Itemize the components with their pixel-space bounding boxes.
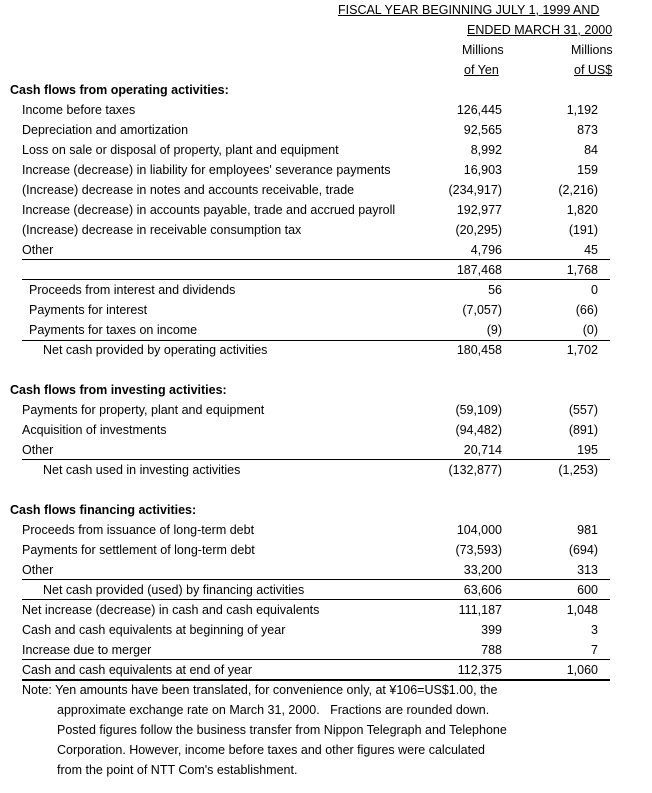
line-item-label: Loss on sale or disposal of property, plant and equipment: [22, 143, 339, 157]
line-item-label: Payments for property, plant and equipment: [22, 403, 265, 417]
yen-column-unit: of Yen: [464, 63, 499, 77]
rule: [22, 659, 610, 660]
rule: [22, 340, 610, 341]
line-item-label: Net cash provided by operating activities: [43, 343, 268, 357]
section-heading: Cash flows from investing activities:: [10, 383, 227, 397]
note-line: Posted figures follow the business transfer from Nippon Telegraph and Telephone: [57, 723, 507, 737]
usd-column-unit: of US$: [574, 63, 613, 77]
line-item-label: Cash and cash equivalents at end of year: [22, 663, 253, 677]
yen-amount: (132,877): [448, 463, 502, 477]
line-item-label: Increase (decrease) in liability for employees' severance payments: [22, 163, 391, 177]
usd-amount: 1,060: [566, 663, 598, 677]
usd-amount: (191): [568, 223, 598, 237]
usd-amount: (1,253): [558, 463, 598, 477]
line-item-label: (Increase) decrease in notes and accounts receivable, trade: [22, 183, 355, 197]
yen-amount: 192,977: [456, 203, 502, 217]
yen-amount: 33,200: [463, 563, 502, 577]
line-item-label: Proceeds from interest and dividends: [29, 283, 236, 297]
yen-amount: 126,445: [456, 103, 502, 117]
line-item-label: Payments for interest: [29, 303, 148, 317]
subtotal-rule: [22, 259, 610, 260]
line-item-label: Net increase (decrease) in cash and cash equivalents: [22, 603, 320, 617]
usd-column-header: Millions: [571, 43, 613, 57]
yen-amount: (7,057): [462, 303, 502, 317]
usd-amount: 1,820: [566, 203, 598, 217]
line-item-label: Payments for settlement of long-term debt: [22, 543, 255, 557]
section-heading: Cash flows from operating activities:: [10, 83, 229, 97]
yen-amount: (59,109): [455, 403, 502, 417]
line-item-label: Payments for taxes on income: [29, 323, 198, 337]
usd-amount: 195: [577, 443, 598, 457]
line-item-label: Acquisition of investments: [22, 423, 167, 437]
line-item-label: Increase (decrease) in accounts payable, trade and accrued payroll: [22, 203, 396, 217]
line-item-label: Net cash used in investing activities: [43, 463, 241, 477]
usd-amount: 3: [591, 623, 598, 637]
yen-amount: 16,903: [463, 163, 502, 177]
usd-amount: 873: [577, 123, 598, 137]
yen-amount: 788: [481, 643, 502, 657]
yen-column-header: Millions: [462, 43, 504, 57]
usd-amount: 313: [577, 563, 598, 577]
usd-amount: 1,192: [566, 103, 598, 117]
line-item-label: Increase due to merger: [22, 643, 152, 657]
line-item-label: (Increase) decrease in receivable consumption tax: [22, 223, 302, 237]
line-item-label: Proceeds from issuance of long-term debt: [22, 523, 255, 537]
yen-amount: (73,593): [455, 543, 502, 557]
note-line: from the point of NTT Com's establishment.: [57, 763, 298, 777]
period-header-line2: ENDED MARCH 31, 2000: [467, 23, 613, 37]
usd-amount: (694): [568, 543, 598, 557]
yen-amount: 111,187: [458, 603, 502, 617]
yen-amount: 112,375: [457, 663, 502, 677]
usd-amount: 0: [591, 283, 598, 297]
line-item-label: Other: [22, 243, 54, 257]
usd-amount: 1,702: [566, 343, 598, 357]
yen-amount: 63,606: [463, 583, 502, 597]
note-line: Corporation. However, income before taxes and other figures were calculated: [57, 743, 486, 757]
line-item-label: Other: [22, 563, 54, 577]
usd-amount: (66): [575, 303, 598, 317]
line-item-label: Income before taxes: [22, 103, 136, 117]
yen-amount: (234,917): [448, 183, 502, 197]
rule: [22, 459, 610, 460]
usd-amount: 600: [577, 583, 598, 597]
section-heading: Cash flows financing activities:: [10, 503, 197, 517]
yen-amount: 92,565: [463, 123, 502, 137]
yen-amount: 187,468: [456, 263, 502, 277]
usd-amount: 1,768: [566, 263, 598, 277]
line-item-label: Other: [22, 443, 54, 457]
yen-amount: 56: [488, 283, 502, 297]
yen-amount: 104,000: [456, 523, 502, 537]
yen-amount: 180,458: [456, 343, 502, 357]
yen-amount: (20,295): [455, 223, 502, 237]
note-line: Note: Yen amounts have been translated, for convenience only, at ¥106=US$1.00, the: [22, 683, 498, 697]
rule: [22, 579, 610, 580]
line-item-label: Net cash provided (used) by financing activities: [43, 583, 305, 597]
usd-amount: (0): [582, 323, 598, 337]
rule: [22, 279, 610, 280]
usd-amount: (2,216): [558, 183, 598, 197]
usd-amount: (557): [568, 403, 598, 417]
rule: [22, 599, 610, 600]
usd-amount: 1,048: [566, 603, 598, 617]
yen-amount: (9): [486, 323, 502, 337]
usd-amount: (891): [568, 423, 598, 437]
note-line: approximate exchange rate on March 31, 2000. Fractions are rounded down.: [57, 703, 490, 717]
period-header-line1: FISCAL YEAR BEGINNING JULY 1, 1999 AND: [338, 3, 600, 17]
yen-amount: 8,992: [470, 143, 502, 157]
usd-amount: 159: [577, 163, 598, 177]
usd-amount: 84: [584, 143, 598, 157]
yen-amount: 20,714: [463, 443, 502, 457]
line-item-label: Depreciation and amortization: [22, 123, 189, 137]
usd-amount: 981: [577, 523, 598, 537]
yen-amount: 4,796: [470, 243, 502, 257]
line-item-label: Cash and cash equivalents at beginning of year: [22, 623, 286, 637]
usd-amount: 45: [584, 243, 598, 257]
usd-amount: 7: [591, 643, 598, 657]
yen-amount: (94,482): [455, 423, 502, 437]
yen-amount: 399: [481, 623, 502, 637]
